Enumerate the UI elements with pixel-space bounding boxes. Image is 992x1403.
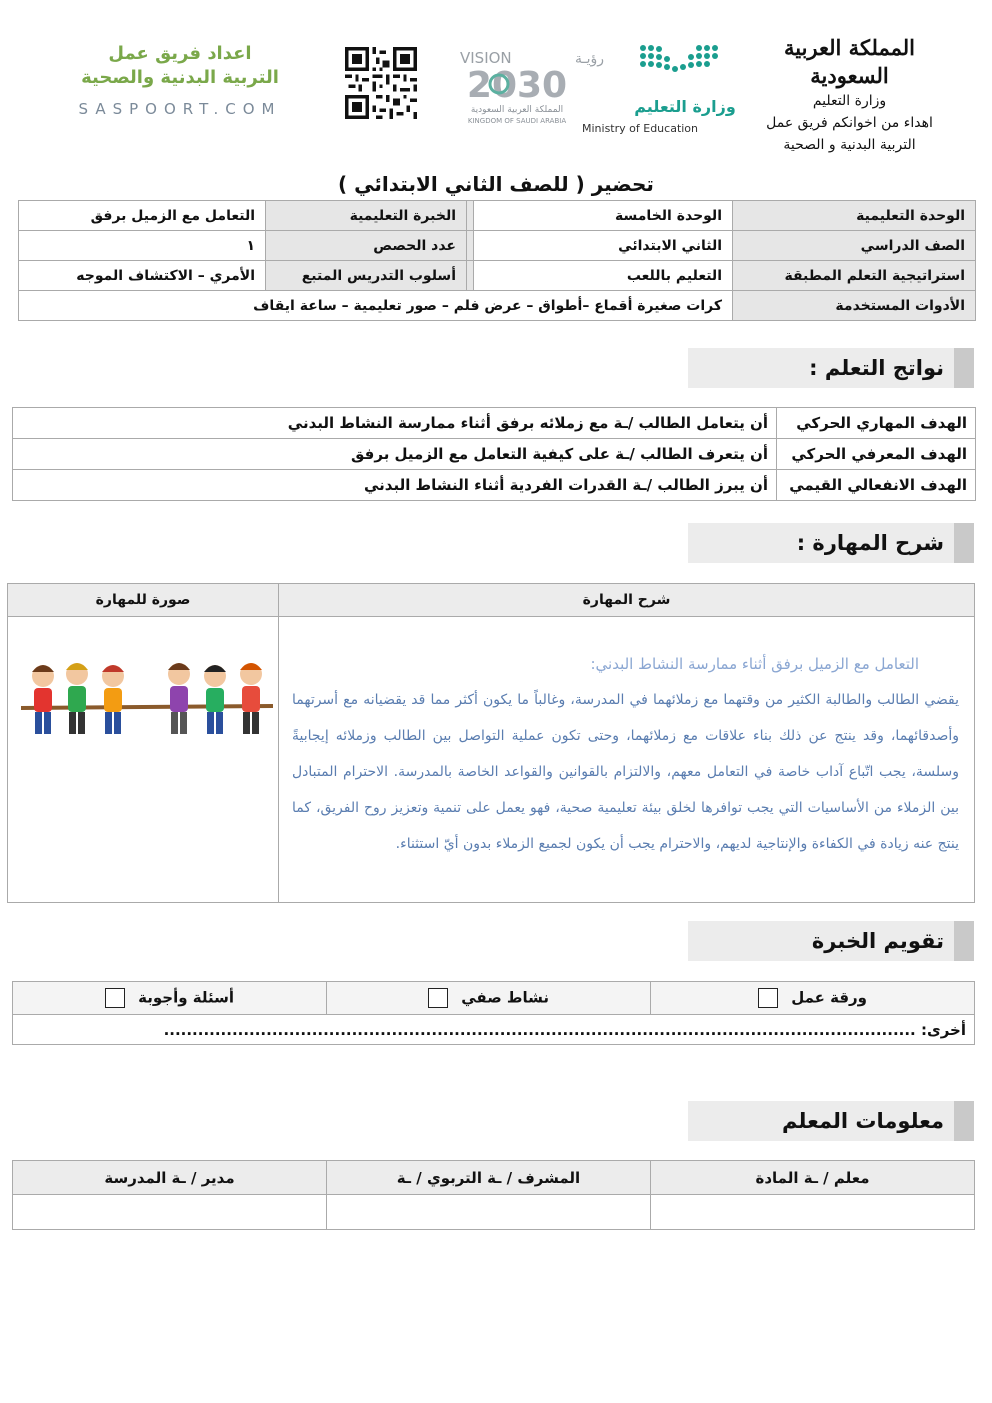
- child-figure: [102, 665, 124, 734]
- skill-image-header: صورة للمهارة: [8, 584, 279, 617]
- unit-value: الوحدة الخامسة: [474, 201, 733, 231]
- skill-explain-cell: [279, 617, 975, 903]
- principal-header: مدير / ـة المدرسة: [13, 1161, 327, 1195]
- team-line2: التربية البدنية والصحية: [81, 67, 279, 88]
- supervisor-cell[interactable]: [327, 1195, 651, 1230]
- other-label: أخرى:: [920, 1020, 966, 1039]
- teacher-section-header: [688, 1101, 974, 1141]
- outcome-label: الهدف الانفعالي القيمي: [777, 470, 976, 501]
- info-row: [19, 261, 976, 291]
- vision-2030-logo: [455, 45, 605, 130]
- evaluation-options-row: [13, 982, 975, 1015]
- info-row: [19, 201, 976, 231]
- unit-label: الوحدة التعليمية: [733, 201, 976, 231]
- child-figure: [168, 663, 190, 734]
- child-figure: [32, 665, 54, 734]
- outcomes-section-title: نواتج التعلم :: [809, 356, 944, 380]
- tug-of-war-illustration: [17, 638, 277, 758]
- grade-value: الثاني الابتدائي: [474, 231, 733, 261]
- info-row: [19, 291, 976, 321]
- skill-text: [280, 618, 973, 862]
- grade-label: الصف الدراسي: [733, 231, 976, 261]
- outcome-label: الهدف المهاري الحركي: [777, 408, 976, 439]
- skill-table: [7, 583, 975, 903]
- tools-value: كرات صغيرة أقماع –أطواق – عرض فلم – صور تعليمية – ساعة ايقاف: [19, 291, 733, 321]
- vision-word: VISION: [460, 49, 512, 67]
- class-activity-label: نشاط صفي: [461, 988, 550, 1007]
- team-line1: اعداد فريق عمل: [108, 43, 252, 64]
- tools-label: الأدوات المستخدمة: [733, 291, 976, 321]
- child-figure: [204, 665, 226, 734]
- supervisor-header: المشرف / ـة التربوي / ـة: [327, 1161, 651, 1195]
- outcome-row: [13, 470, 976, 501]
- outcome-label: الهدف المعرفي الحركي: [777, 439, 976, 470]
- worksheet-option[interactable]: [651, 982, 975, 1015]
- prepared-by-line1: اهداء من اخوانكم فريق عمل: [766, 115, 933, 131]
- skill-section-header: [688, 523, 974, 563]
- evaluation-table: [12, 981, 975, 1045]
- principal-cell[interactable]: [13, 1195, 327, 1230]
- periods-value: ١: [19, 231, 266, 261]
- outcome-row: [13, 439, 976, 470]
- skill-image-cell: [8, 617, 279, 903]
- skill-header-row: [8, 584, 975, 617]
- evaluation-other-row: [13, 1015, 975, 1045]
- outcomes-table: [12, 407, 976, 501]
- lesson-info-table: [18, 200, 976, 321]
- other-field[interactable]: [13, 1015, 975, 1045]
- questions-checkbox[interactable]: [105, 988, 125, 1008]
- teacher-header-row: [13, 1161, 975, 1195]
- vision-year: 2030: [466, 65, 568, 106]
- style-value: الأمري – الاكتشاف الموجه: [19, 261, 266, 291]
- child-figure: [66, 663, 88, 734]
- outcome-row: [13, 408, 976, 439]
- other-dots: ....................................................................................................................................: [163, 1020, 916, 1039]
- skill-explain-header: شرح المهارة: [279, 584, 975, 617]
- subject-teacher-cell[interactable]: [651, 1195, 975, 1230]
- skill-image: [9, 618, 277, 762]
- prepared-by-line2: التربية البدنية و الصحية: [783, 137, 916, 153]
- worksheet-checkbox[interactable]: [758, 988, 778, 1008]
- outcome-text: أن يبرز الطالب /ـة القدرات الفردية أثناء النشاط البدني: [13, 470, 777, 501]
- moe-logo-en: Ministry of Education: [581, 122, 699, 135]
- document-title: تحضير ( للصف الثاني الابتدائي ): [338, 172, 654, 196]
- vision-word-ar: رؤيـة: [575, 51, 605, 67]
- skill-section-title: شرح المهارة :: [796, 531, 944, 555]
- skill-body: يقضي الطالب والطالبة الكثير من وقتهما مع زملائهما في المدرسة، وغالباً ما يكون أكثر مما قد يقضيانه مع أسرتهما وأصدقائهما، وقد ينتج عن ذلك بناء علاقات مع زملائهما، وحتى تكون عملية التواصل بين الطالب وزملائه إيجابيةً وسلسة، يجب اتّباع آداب خاصة في التعامل معهم، والالتزام بالقوانين والقواعد الخاصة بالمدرسة. الاحترام المتبادل بين الزملاء من الأساسيات التي يجب توافرها لخلق بيئة تعليمية صحية، فهو يعمل على تنمية وتعزيز روح الفريق، كما ينتج عنه زيادة في الكفاءة والإنتاجية لديهم، والاحترام يجب أن يكون لجميع الزملاء بدون أيّ استثناء.: [292, 692, 959, 852]
- questions-label: أسئلة وأجوبة: [138, 988, 235, 1007]
- ministry-of-education-logo: [581, 40, 745, 140]
- questions-option[interactable]: [13, 982, 327, 1015]
- vision-ar: المملكة العربية السعودية: [470, 105, 564, 115]
- class-activity-option[interactable]: [327, 982, 651, 1015]
- moe-logo-ar: وزارة التعليم: [634, 97, 736, 116]
- teacher-info-table: [12, 1160, 975, 1230]
- outcome-text: أن يتعرف الطالب /ـة على كيفية التعامل مع الزميل برفق: [13, 439, 777, 470]
- kingdom-name: المملكة العربية السعودية: [783, 35, 916, 88]
- experience-label: الخبرة التعليمية: [266, 201, 467, 231]
- info-row: [19, 231, 976, 261]
- periods-label: عدد الحصص: [266, 231, 467, 261]
- class-activity-checkbox[interactable]: [428, 988, 448, 1008]
- outcome-text: أن يتعامل الطالب /ـة مع زملائه برفق أثناء ممارسة النشاط البدني: [13, 408, 777, 439]
- strategy-label: استراتيجية التعلم المطبقة: [733, 261, 976, 291]
- subject-teacher-header: معلم / ـة المادة: [651, 1161, 975, 1195]
- teacher-section-title: معلومات المعلم: [782, 1109, 944, 1133]
- strategy-value: التعليم باللعب: [474, 261, 733, 291]
- vision-en: KINGDOM OF SAUDI ARABIA: [467, 117, 567, 125]
- skill-body-row: [8, 617, 975, 903]
- worksheet-label: ورقة عمل: [791, 988, 868, 1007]
- child-figure: [240, 663, 262, 734]
- kingdom-logo: [747, 34, 952, 156]
- outcomes-section-header: [688, 348, 974, 388]
- skill-title: التعامل مع الزميل برفق أثناء ممارسة النشاط البدني:: [590, 655, 919, 673]
- qr-code[interactable]: [345, 47, 417, 119]
- evaluation-section-header: [688, 921, 974, 961]
- team-website[interactable]: SASPOORT.COM: [78, 100, 282, 118]
- style-label: أسلوب التدريس المتبع: [266, 261, 467, 291]
- teacher-signature-row: [13, 1195, 975, 1230]
- ministry-name: وزارة التعليم: [812, 93, 887, 109]
- rope: [21, 706, 273, 708]
- evaluation-section-title: تقويم الخبرة: [811, 929, 944, 953]
- experience-value: التعامل مع الزميل برفق: [19, 201, 266, 231]
- team-logo: [60, 42, 300, 122]
